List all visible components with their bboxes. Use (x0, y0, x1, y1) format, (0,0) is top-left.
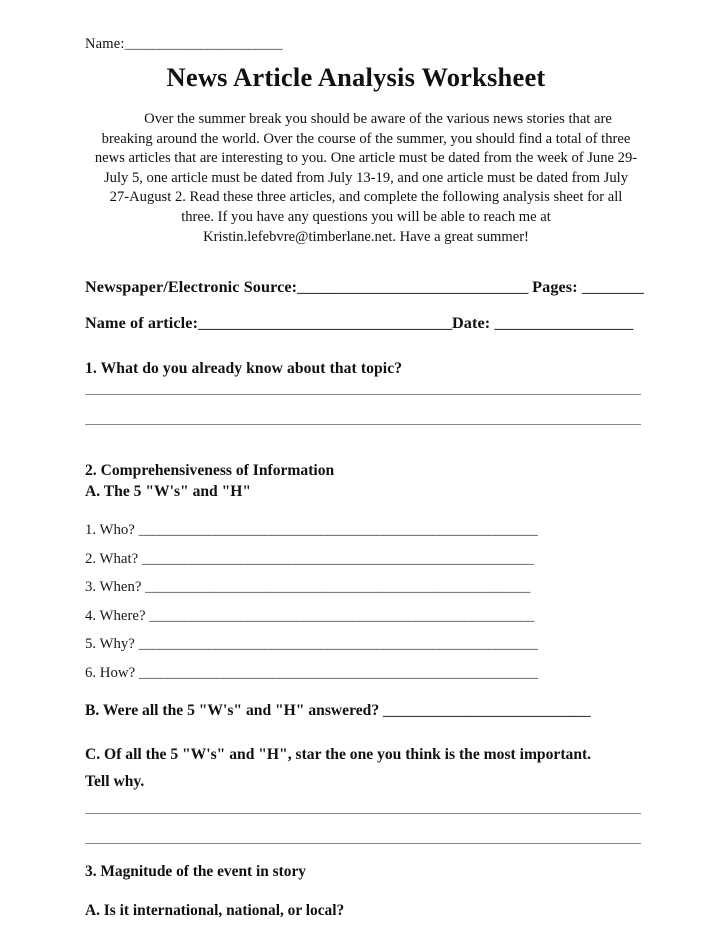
section-3 (85, 861, 643, 921)
date-field-label: Date: (451, 314, 491, 333)
document-content (85, 34, 643, 921)
list-item (85, 634, 643, 654)
name-field-row (85, 34, 643, 54)
list-item (85, 520, 643, 540)
question-1-answer-area (85, 394, 643, 425)
section-2b-heading: B. Were all the 5 "W's" and "H" answered? (85, 701, 380, 719)
intro-paragraph (85, 110, 643, 247)
date-field-blank[interactable]: __________________ (494, 314, 633, 333)
answer-rule[interactable] (85, 394, 641, 395)
pages-field-label: Pages: (532, 278, 578, 297)
five-ws-blank[interactable]: ________________________________________________________ (141, 550, 534, 567)
list-item (85, 577, 643, 597)
section-3-heading: 3. Magnitude of the event in story (85, 862, 307, 880)
section-2c-line-1: C. Of all the 5 "W's" and "H", star the one you think is the most important. (85, 745, 592, 763)
answer-rule[interactable] (85, 843, 641, 844)
article-field-row (85, 312, 643, 334)
five-ws-blank[interactable]: _________________________________________________________ (138, 522, 538, 539)
five-ws-list (85, 520, 643, 683)
five-ws-label: 2. What? (85, 550, 139, 567)
five-ws-label: 5. Why? (85, 636, 135, 653)
five-ws-label: 3. When? (85, 579, 142, 596)
list-item (85, 549, 643, 569)
list-item (85, 663, 643, 683)
section-2b-blank[interactable]: ____________________________ (383, 701, 591, 719)
source-field-blank[interactable]: ______________________________ (297, 278, 528, 297)
answer-rule[interactable] (85, 424, 641, 425)
section-2 (85, 460, 643, 844)
pages-field-blank[interactable]: ________ (581, 278, 644, 297)
source-field-row (85, 276, 643, 298)
section-2b-row (85, 700, 643, 722)
section-2c-heading (85, 741, 645, 795)
section-2c-answer-area (85, 813, 643, 844)
five-ws-blank[interactable]: _______________________________________________________ (145, 579, 531, 596)
name-field-label: Name: (85, 36, 125, 52)
five-ws-label: 6. How? (85, 664, 136, 681)
section-2a-heading: A. The 5 "W's" and "H" (85, 483, 252, 501)
five-ws-blank[interactable]: _________________________________________________________ (138, 636, 538, 653)
section-2c-line-2: Tell why. (85, 772, 145, 790)
list-item (85, 606, 643, 626)
page-title: News Article Analysis Worksheet (166, 62, 546, 92)
section-3a-heading: A. Is it international, national, or local? (85, 901, 345, 919)
name-field-blank[interactable]: _______________________ (124, 36, 283, 52)
answer-rule[interactable] (85, 813, 641, 814)
section-2-heading: 2. Comprehensiveness of Information (85, 462, 335, 480)
article-field-blank[interactable]: _________________________________ (198, 314, 452, 333)
five-ws-blank[interactable]: _________________________________________________________ (138, 664, 538, 681)
five-ws-blank[interactable]: _______________________________________________________ (149, 607, 535, 624)
source-field-label: Newspaper/Electronic Source: (85, 278, 298, 297)
article-field-label: Name of article: (85, 314, 199, 333)
five-ws-label: 1. Who? (85, 522, 135, 539)
intro-text: Over the summer break you should be aware of the various news stories that are breaking around the world. Over the course of the summer, you should find a total of three news articles that are interesting to you. One article must be dated from the week of June 29-July 5, one article must be dated from July 13-19, and one article must be dated from July 27-August 2. Read these three articles, and complete the following analysis sheet for all three. If you have any questions you will be able to reach me at Kristin.lefebvre@timberlane.net. Have a great summer! (94, 111, 638, 245)
five-ws-label: 4. Where? (85, 607, 146, 624)
question-1-heading: 1. What do you already know about that topic? (85, 360, 403, 378)
